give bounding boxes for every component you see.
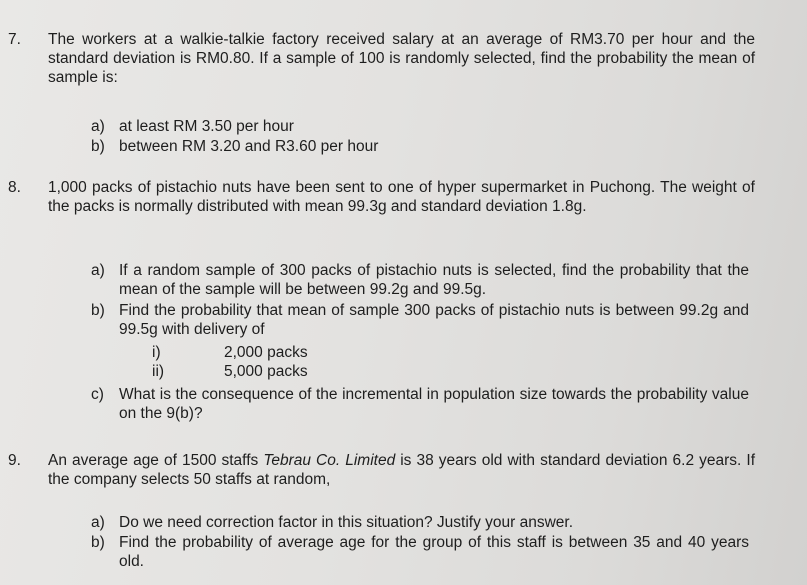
part-label: a)	[91, 514, 105, 531]
part-label: b)	[91, 302, 105, 319]
part-label: a)	[91, 262, 105, 279]
part-label: c)	[91, 386, 104, 403]
part-label: a)	[91, 118, 105, 135]
question-number: 9.	[8, 452, 21, 469]
part-label: b)	[91, 534, 105, 551]
part-text: Find the probability that mean of sample 300 packs of pistachio nuts is between 99.2g and 99.5g with delivery of	[119, 302, 749, 338]
subpart-text: 2,000 packs	[224, 344, 308, 361]
part-text: If a random sample of 300 packs of pistachio nuts is selected, find the probability that the mean of the sample will be between 99.2g and 99.5g.	[119, 262, 749, 298]
subpart-label: ii)	[152, 363, 165, 380]
question-number: 8.	[8, 179, 21, 196]
question-number: 7.	[8, 31, 21, 48]
question-text: The workers at a walkie-talkie factory received salary at an average of RM3.70 per hour and the standard deviation is RM0.80. If a sample of 100 is randomly selected, find the probability the mean of sample is:	[48, 31, 755, 86]
question-text	[48, 451, 755, 489]
part-text: at least RM 3.50 per hour	[119, 118, 294, 135]
question-text-start: An average age of 1500 staffs	[48, 452, 264, 469]
part-text: Do we need correction factor in this situation? Justify your answer.	[119, 514, 574, 531]
company-name: Tebrau Co. Limited	[263, 452, 396, 469]
part-text: Find the probability of average age for the group of this staff is between 35 and 40 years old.	[119, 534, 749, 570]
subpart-text: 5,000 packs	[224, 363, 308, 380]
question-text: 1,000 packs of pistachio nuts have been sent to one of hyper supermarket in Puchong. The weight of the packs is normally distributed with mean 99.3g and standard deviation 1.8g.	[48, 179, 755, 215]
question-text-end: is 38 years old with standard deviation 6.2 years. If the company selects 50 staffs at random,	[48, 452, 756, 488]
part-text: between RM 3.20 and R3.60 per hour	[119, 138, 379, 155]
part-label: b)	[91, 138, 105, 155]
subpart-label: i)	[152, 344, 161, 361]
part-text: What is the consequence of the incremental in population size towards the probability value on the 9(b)?	[119, 386, 749, 422]
